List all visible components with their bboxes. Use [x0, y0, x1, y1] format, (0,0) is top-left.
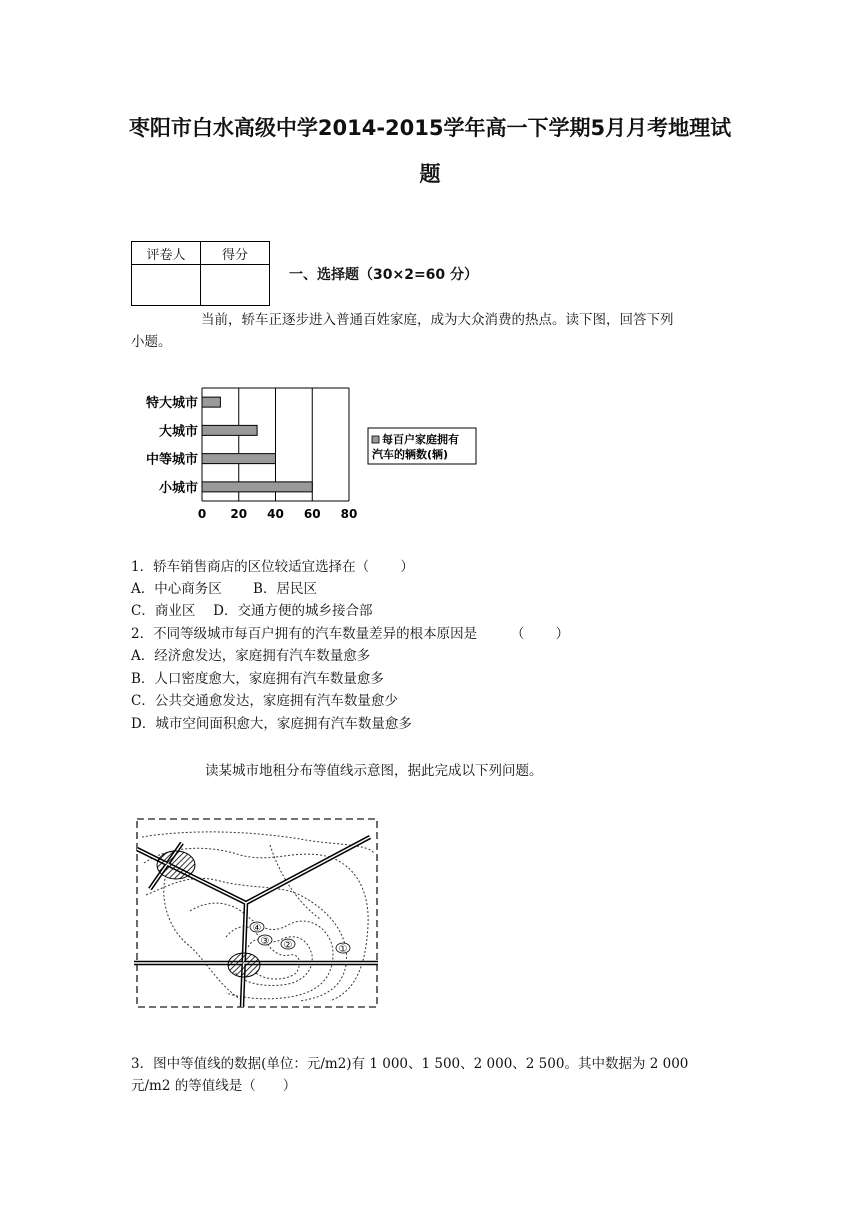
marker-4: ④	[252, 923, 262, 934]
score-cell[interactable]	[201, 265, 270, 306]
question-1-options-ab: A．中心商务区 B．居民区	[131, 581, 317, 597]
city-center-old	[157, 851, 195, 879]
marker-2: ②	[283, 940, 293, 951]
city-center-new	[228, 953, 260, 977]
chart-category-label: 特大城市	[145, 396, 198, 412]
car-ownership-bar-chart	[128, 384, 508, 529]
question-3-line2: 元/m2 的等值线是（ ）	[131, 1078, 297, 1094]
chart-x-tick-label: 0	[197, 507, 207, 521]
question-2-option-a: A．经济愈发达，家庭拥有汽车数量愈多	[131, 648, 371, 664]
score-header: 得分	[201, 242, 270, 265]
chart-x-tick-label: 80	[340, 507, 358, 521]
page-title: 枣阳市白水高级中学2014-2015学年高一下学期5月月考地理试	[128, 116, 732, 140]
question-3-line1: 3．图中等值线的数据(单位：元/m2)有 1 000、1 500、2 000、2 500。其中数据为 2 000	[131, 1056, 689, 1072]
page-title-continued: 题	[419, 162, 441, 186]
chart-category-label: 大城市	[158, 424, 198, 440]
question-1-options-cd: C．商业区 D．交通方便的城乡接合部	[131, 603, 373, 619]
map-boundary	[137, 819, 377, 1007]
chart-bar	[202, 482, 312, 492]
chart-x-tick-label: 40	[267, 507, 284, 521]
marker-3: ③	[260, 936, 270, 947]
question-1: 1．轿车销售商店的区位较适宜选择在（ ）	[131, 559, 414, 575]
chart-bar	[202, 397, 220, 407]
chart-bar	[202, 425, 257, 435]
land-rent-isoline-map	[130, 815, 382, 1011]
map-intro: 读某城市地租分布等值线示意图，据此完成以下列问题。	[205, 763, 543, 779]
question-2-option-d: D．城市空间面积愈大，家庭拥有汽车数量愈多	[131, 716, 412, 732]
grader-header: 评卷人	[132, 242, 201, 265]
chart-category-label: 中等城市	[145, 452, 198, 468]
legend-label-line1: 每百户家庭拥有	[382, 433, 459, 446]
question-2: 2．不同等级城市每百户拥有的汽车数量差异的根本原因是 （ ）	[131, 626, 570, 642]
score-table	[131, 241, 270, 306]
chart-bar	[202, 454, 276, 464]
intro-paragraph-line1: 当前，轿车正逐步进入普通百姓家庭，成为大众消费的热点。读下图，回答下列	[201, 312, 674, 328]
chart-x-tick-label: 20	[230, 507, 248, 521]
question-2-option-c: C．公共交通愈发达，家庭拥有汽车数量愈少	[131, 693, 398, 709]
section-heading: 一、选择题（30×2=60 分）	[289, 267, 479, 283]
legend-label-line2: 汽车的辆数(辆)	[372, 448, 449, 461]
grader-cell[interactable]	[132, 265, 201, 306]
question-2-option-b: B．人口密度愈大，家庭拥有汽车数量愈多	[131, 671, 384, 687]
intro-paragraph-line2: 小题。	[131, 334, 172, 350]
chart-x-tick-label: 60	[303, 507, 321, 521]
chart-legend	[368, 428, 476, 464]
legend-swatch	[372, 436, 379, 443]
chart-category-label: 小城市	[158, 480, 198, 496]
marker-1: ①	[338, 944, 348, 955]
